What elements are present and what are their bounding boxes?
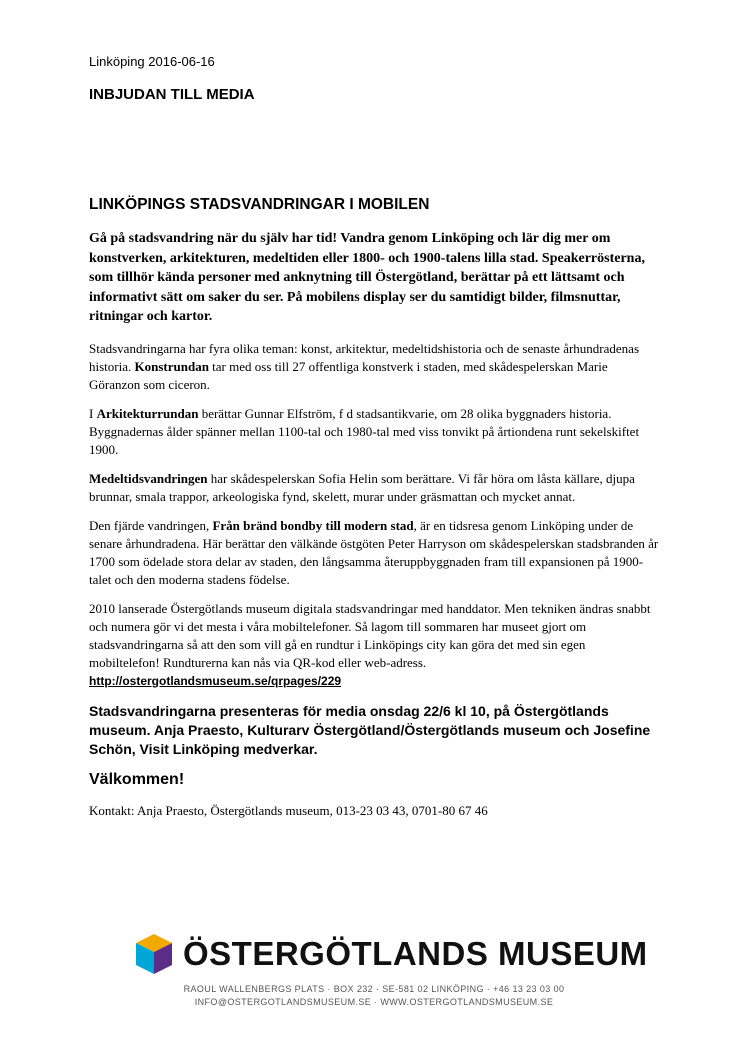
lead-paragraph: Gå på stadsvandring när du själv har tid! Vandra genom Linköping och lär dig mer om konstverken, arkitekturen, medeltiden eller 1800- och 1900-talens lilla stad. Speakerrösterna, som tillhör kända personer med anknytning till Östergötland, berättar på ett lättsamt och informativt sätt om saker du ser. På mobilens display ser du samtidigt bilder, filmsnuttar, ritningar och kartor.: [89, 231, 645, 324]
contact-line: Kontakt: Anja Praesto, Östergötlands museum, 013-23 03 43, 0701-80 67 46: [89, 802, 488, 818]
invite-title: INBJUDAN TILL MEDIA: [89, 86, 255, 103]
arkitekturrundan-term: Arkitekturrundan: [96, 405, 199, 421]
date-line: Linköping 2016-06-16: [89, 54, 215, 69]
cube-logo-icon: [134, 932, 174, 976]
logo-wordmark: ÖSTERGÖTLANDS MUSEUM: [183, 935, 648, 972]
press-note: Stadsvandringarna presenteras för media onsdag 22/6 kl 10, på Östergötlands museum. Anja Praesto, Kulturarv Östergötland/Östergötlands museum och Josefine Schön, Visit Linköping medverkar.: [89, 702, 651, 757]
konstrundan-term: Konstrundan: [134, 358, 209, 374]
paragraph-text: Stadsvandringarna har fyra olika teman: konst, arkitektur, medeltidshistoria och de senaste århundradenas historia.: [89, 340, 639, 374]
paragraph-fourth-walk: [89, 517, 659, 589]
paragraph-history: [89, 600, 659, 690]
museum-logo: [134, 932, 648, 976]
paragraph-text: 2010 lanserade Östergötlands museum digitala stadsvandringar med handdator. Men tekniken ändras snabbt och numera gör vi det mesta i våra mobiltelefoner. Så lagom till sommaren har museet gjort om stadsvandringarna så att den som vill gå en rundtur i Linköpings city kan göra det med sin egen mobiltelefon! Rundturerna kan nås via QR-kod eller web-adress.: [89, 600, 651, 670]
article-headline: LINKÖPINGS STADSVANDRINGAR I MOBILEN: [89, 196, 430, 213]
fourth-walk-term: Från bränd bondby till modern stad: [212, 517, 414, 533]
paragraph-architecture: [89, 405, 659, 459]
qr-pages-link[interactable]: http://ostergotlandsmuseum.se/qrpages/229: [89, 673, 342, 688]
paragraph-text: , är en tidsresa genom Linköping under de senare århundradena. Här berättar den välkände östgöten Peter Harryson om skådespelerskan stadsbranden år 1700 som ödelade stora delar av staden, den långsamma återuppbyggnaden fram till expansionen på 1900-talet och den moderna stadens födelse.: [89, 517, 659, 587]
paragraph-text: tar med oss till 27 offentliga konstverk i staden, med skådespelerskan Marie Göranzon som ciceron.: [89, 358, 608, 392]
paragraph-text: Den fjärde vandringen,: [89, 517, 213, 533]
paragraph-text: berättar Gunnar Elfström, f d stadsantikvarie, om 28 olika byggnaders historia. Byggnadernas ålder spänner mellan 1100-tal och 1980-tal med viss tonvikt på årtiondena runt sekelskiftet 1900.: [89, 405, 640, 457]
article-body: [89, 229, 659, 819]
address-line-1: RAOUL WALLENBERGS PLATS · BOX 232 · SE-581 02 LINKÖPING · +46 13 23 03 00: [183, 984, 565, 994]
paragraph-themes: [89, 340, 659, 394]
paragraph-text: har skådespelerskan Sofia Helin som berättare. Vi får höra om låsta källare, djupa brunnar, smala trappor, arkeologiska fynd, skelett, murar under gräsmattan och mycket annat.: [89, 470, 635, 504]
welcome-text: Välkommen!: [89, 770, 185, 788]
medeltidsvandringen-term: Medeltidsvandringen: [89, 470, 208, 486]
paragraph-text: I: [89, 405, 97, 421]
paragraph-medieval: [89, 470, 659, 506]
address-line-2: INFO@OSTERGOTLANDSMUSEUM.SE · WWW.OSTERGOTLANDSMUSEUM.SE: [194, 997, 554, 1007]
